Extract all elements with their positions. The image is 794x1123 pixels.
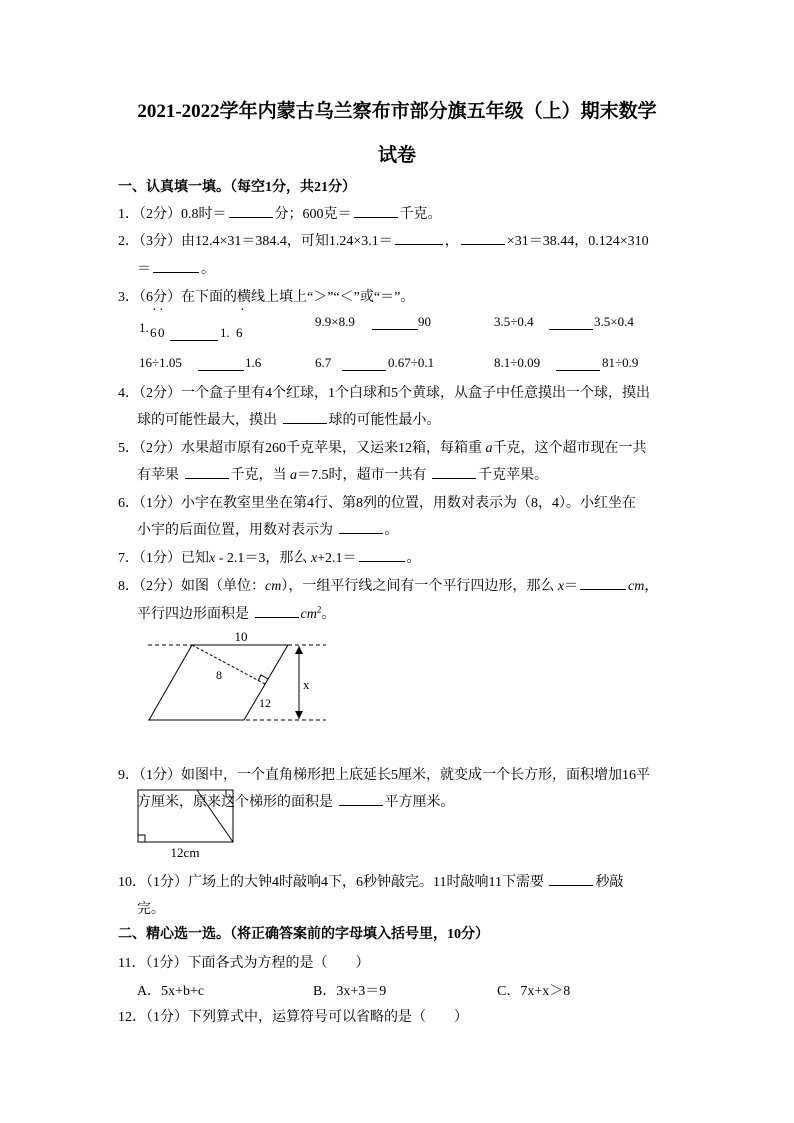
answer-blank[interactable] xyxy=(461,230,505,245)
q3-r1-c1-c: 0 xyxy=(158,325,165,340)
answer-blank[interactable] xyxy=(198,356,244,371)
q3-r2-c1-a: 16÷1.05 xyxy=(139,355,182,370)
question-8-cont xyxy=(137,603,335,623)
q4-line2-a: 球的可能性最大，摸出 xyxy=(137,413,281,428)
label-top: 10 xyxy=(234,629,248,644)
q9-line2-b: 平方厘米。 xyxy=(384,795,455,810)
answer-blank[interactable] xyxy=(185,464,229,479)
q7-var-x: x xyxy=(209,551,216,566)
q3-r1-c3-a: 3.5÷0.4 xyxy=(494,314,534,329)
question-10 xyxy=(118,871,623,891)
q3-r1-c1-b: 6 xyxy=(150,325,157,340)
q7-text-b: - 2.1＝3，那么 xyxy=(215,551,311,566)
answer-blank[interactable] xyxy=(342,356,386,371)
q3-r2-c1-b: 1.6 xyxy=(245,355,262,370)
q7-var-x-2: x xyxy=(310,551,318,566)
q5-line2-c: ＝7.5时，超市一共有 xyxy=(297,468,430,483)
question-5-cont xyxy=(137,464,548,484)
q3-r2-c3-b: 81÷0.9 xyxy=(602,355,639,370)
answer-blank[interactable] xyxy=(372,315,418,330)
exam-title-line2: 试卷 xyxy=(377,145,416,166)
answer-blank[interactable] xyxy=(549,315,593,330)
rectangle-outline xyxy=(138,790,233,842)
q3-r2-c3-a: 8.1÷0.09 xyxy=(494,355,541,370)
q11-option-b[interactable]: B．3x+3＝9 xyxy=(313,984,387,999)
q8-line2-a: 平行四边形面积是 xyxy=(137,607,253,622)
answer-blank[interactable] xyxy=(556,356,600,371)
right-angle-mark xyxy=(138,835,145,842)
q2-text-b: ， xyxy=(444,234,459,249)
question-4-cont xyxy=(137,409,441,429)
label-height: 8 xyxy=(216,668,222,682)
q2-text-a: 2．（3分）由12.4×31＝384.4，可知1.24×3.1＝ xyxy=(118,234,393,249)
q7-text-c: +2.1＝ xyxy=(317,551,357,566)
q3-r1-c1-e: 6 xyxy=(236,325,243,340)
q3-r1-c1-d: 1. xyxy=(220,325,230,340)
height-line xyxy=(192,645,265,684)
repeating-dot: · xyxy=(159,303,164,318)
q3-r1-c1-a: 1. xyxy=(139,320,149,335)
answer-blank[interactable] xyxy=(395,230,443,245)
question-8 xyxy=(118,575,658,595)
answer-blank[interactable] xyxy=(229,203,273,218)
question-10-cont: 完。 xyxy=(137,902,165,917)
question-4: 4．（2分）一个盒子里有4个红球，1个白球和5个黄球，从盒子中任意摸出一个球，摸出 xyxy=(118,386,650,401)
question-3: 3．（6分）在下面的横线上填上“＞”“＜”或“＝”。 xyxy=(118,290,415,305)
q3-r1-c3-b: 3.5×0.4 xyxy=(594,314,634,329)
q3-r2-c2-a: 6.7 xyxy=(315,355,332,370)
question-12: 12．（1分）下列算式中，运算符号可以省略的是（ ） xyxy=(118,1010,468,1025)
q8-superscript: 2 xyxy=(316,604,322,615)
trapezoid-figure xyxy=(134,786,244,860)
q3-r1-c2-a: 9.9×8.9 xyxy=(315,314,355,329)
q10-line1-a: 10．（1分）广场上的大钟4时敲响4下，6秒钟敲完。11时敲响11下需要 xyxy=(118,875,548,890)
q5-line2-d: 千克苹果。 xyxy=(478,468,548,483)
q3-r2-c2-b: 0.67÷0.1 xyxy=(388,355,435,370)
question-7 xyxy=(118,547,421,567)
q3-r1-c2-b: 90 xyxy=(418,314,431,329)
answer-blank[interactable] xyxy=(170,326,218,341)
right-angle-mark xyxy=(258,675,268,681)
q8-line1-d: ， xyxy=(644,579,659,594)
q8-var-x: x xyxy=(557,579,565,594)
q5-line2-a: 有苹果 xyxy=(137,468,183,483)
q5-line1-b: 千克，这个超市现在一共 xyxy=(492,441,647,456)
q8-unit-3: cm xyxy=(300,607,317,622)
q5-line1-a: 5．（2分）水果超市原有260千克苹果，又运来12箱，每箱重 xyxy=(118,441,486,456)
q8-unit-2: cm xyxy=(628,579,645,594)
question-5 xyxy=(118,437,647,457)
answer-blank[interactable] xyxy=(580,575,626,590)
q8-line1-a: 8．（2分）如图（单位： xyxy=(118,579,265,594)
exam-title-line1: 2021-2022学年内蒙古乌兰察布市部分旗五年级（上）期末数学 xyxy=(137,101,657,122)
q1-text-a: 1．（2分）0.8时＝ xyxy=(118,207,227,222)
arrow-head-down xyxy=(295,711,303,719)
right-angle-mark xyxy=(226,790,233,797)
answer-blank[interactable] xyxy=(359,547,405,562)
label-x: x xyxy=(303,677,310,692)
q7-text-d: 。 xyxy=(406,551,421,566)
q11-option-a[interactable]: A．5x+b+c xyxy=(137,984,205,999)
q5-var-a-2: a xyxy=(290,468,297,483)
question-9: 9．（1分）如图中，一个直角梯形把上底延长5厘米，就变成一个长方形，面积增加16平 xyxy=(118,768,650,783)
answer-blank[interactable] xyxy=(354,203,398,218)
trapezoid-slant-side xyxy=(197,790,233,842)
answer-blank[interactable] xyxy=(153,258,199,273)
q6-line2-a: 小宇的后面位置，用数对表示为 xyxy=(137,523,337,538)
q6-line2-b: 。 xyxy=(384,523,399,538)
answer-blank[interactable] xyxy=(549,871,593,886)
question-2 xyxy=(118,230,649,250)
repeating-dot: · xyxy=(152,303,157,318)
q4-line2-b: 球的可能性最小。 xyxy=(328,413,441,428)
q2-text-d: ＝ xyxy=(137,262,151,277)
repeating-dot: · xyxy=(240,303,245,318)
label-bottom: 12cm xyxy=(170,845,200,860)
q8-line2-b: 。 xyxy=(321,607,336,622)
answer-blank[interactable] xyxy=(255,603,299,618)
q9-line2-a: 方厘米，原来这个梯形的面积是 xyxy=(137,795,337,810)
question-6: 6．（1分）小宇在教室里坐在第4行、第8列的位置，用数对表示为（8，4）。小红坐在 xyxy=(118,496,636,511)
section-heading-fill-in: 一、认真填一填。（每空1分，共21分） xyxy=(118,180,356,195)
q2-text-c: ×31＝38.44，0.124×310 xyxy=(506,234,649,249)
q1-text-b: 分；600克＝ xyxy=(274,207,352,222)
question-11: 11．（1分）下面各式为方程的是（ ） xyxy=(118,956,370,971)
question-2-cont xyxy=(137,258,215,278)
q5-var-a: a xyxy=(485,441,493,456)
question-6-cont xyxy=(137,519,399,539)
answer-blank[interactable] xyxy=(339,791,383,806)
label-side: 12 xyxy=(259,696,271,710)
answer-blank[interactable] xyxy=(432,464,476,479)
q8-line1-c: ＝ xyxy=(564,579,579,594)
parallelogram-figure xyxy=(140,626,340,726)
question-1 xyxy=(118,203,442,223)
q8-unit: cm xyxy=(265,579,282,594)
q5-line2-b: 千克，当 xyxy=(230,468,290,483)
answer-blank[interactable] xyxy=(283,409,327,424)
q7-text-a: 7．（1分）已知 xyxy=(118,551,209,566)
q8-line1-b: ），一组平行线之间有一个平行四边形，那么 xyxy=(281,579,558,594)
answer-blank[interactable] xyxy=(339,519,383,534)
q2-text-e: 。 xyxy=(201,262,215,277)
q10-line1-b: 秒敲 xyxy=(595,875,624,890)
q1-text-c: 千克。 xyxy=(399,207,442,222)
section-heading-multiple-choice: 二、精心选一选。（将正确答案前的字母填入括号里，10分） xyxy=(118,927,489,942)
q11-option-c[interactable]: C．7x+x＞8 xyxy=(497,984,571,999)
arrow-head-up xyxy=(295,646,303,654)
